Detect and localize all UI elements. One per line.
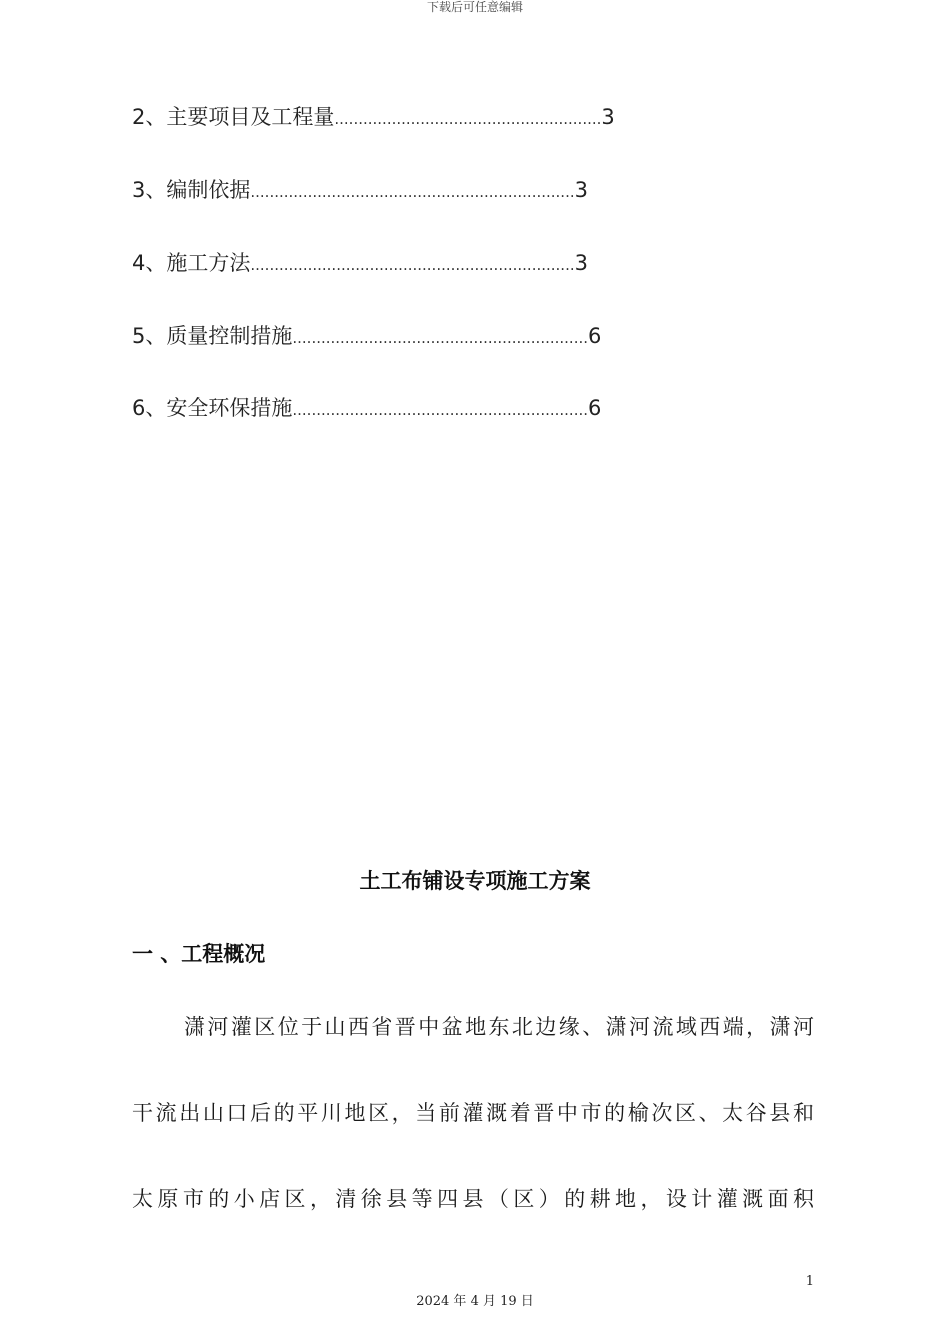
toc-item[interactable] bbox=[132, 173, 588, 207]
toc-item-leader: .................................................................... bbox=[250, 183, 575, 201]
paragraph-line: 潇河灌区位于山西省晋中盆地东北边缘、潇河流域西端，潇河 bbox=[184, 1015, 814, 1039]
toc-item-page: 3 bbox=[601, 105, 615, 129]
section-heading: 一 、工程概况 bbox=[132, 942, 266, 966]
toc-item-page: 3 bbox=[574, 178, 588, 202]
toc-item-title: 编制依据 bbox=[166, 178, 251, 202]
toc-item-leader: .............................................................. bbox=[292, 329, 588, 347]
toc-item-page: 3 bbox=[574, 251, 588, 275]
toc-item-leader: .............................................................. bbox=[292, 401, 588, 419]
toc-item[interactable] bbox=[132, 319, 601, 353]
toc-item-number: 6、 bbox=[132, 396, 167, 420]
paragraph-line: 干流出山口后的平川地区，当前灌溉着晋中市的榆次区、太谷县和 bbox=[132, 1101, 814, 1125]
toc-item-number: 2、 bbox=[132, 105, 167, 129]
toc-item-number: 3、 bbox=[132, 178, 167, 202]
toc-item-title: 质量控制措施 bbox=[166, 324, 293, 348]
toc-item-leader: ........................................................ bbox=[334, 110, 602, 128]
toc-item-page: 6 bbox=[588, 396, 602, 420]
toc-item-leader: .................................................................... bbox=[250, 256, 575, 274]
paragraph-line: 太原市的小店区，清徐县等四县（区）的耕地，设计灌溉面积 bbox=[132, 1187, 814, 1211]
toc-item-number: 4、 bbox=[132, 251, 167, 275]
toc-item-title: 主要项目及工程量 bbox=[166, 105, 335, 129]
toc-item-title: 施工方法 bbox=[166, 251, 251, 275]
header-note: 下载后可任意编辑 bbox=[426, 0, 523, 14]
toc-item-number: 5、 bbox=[132, 324, 167, 348]
toc-item[interactable] bbox=[132, 391, 601, 425]
toc-item-page: 6 bbox=[588, 324, 602, 348]
page-number: 1 bbox=[805, 1274, 814, 1289]
toc-item-title: 安全环保措施 bbox=[166, 396, 293, 420]
footer-date: 2024 年 4 月 19 日 bbox=[416, 1294, 534, 1309]
toc-item[interactable] bbox=[132, 100, 615, 134]
toc-item[interactable] bbox=[132, 246, 588, 280]
document-title: 土工布铺设专项施工方案 bbox=[359, 869, 591, 893]
